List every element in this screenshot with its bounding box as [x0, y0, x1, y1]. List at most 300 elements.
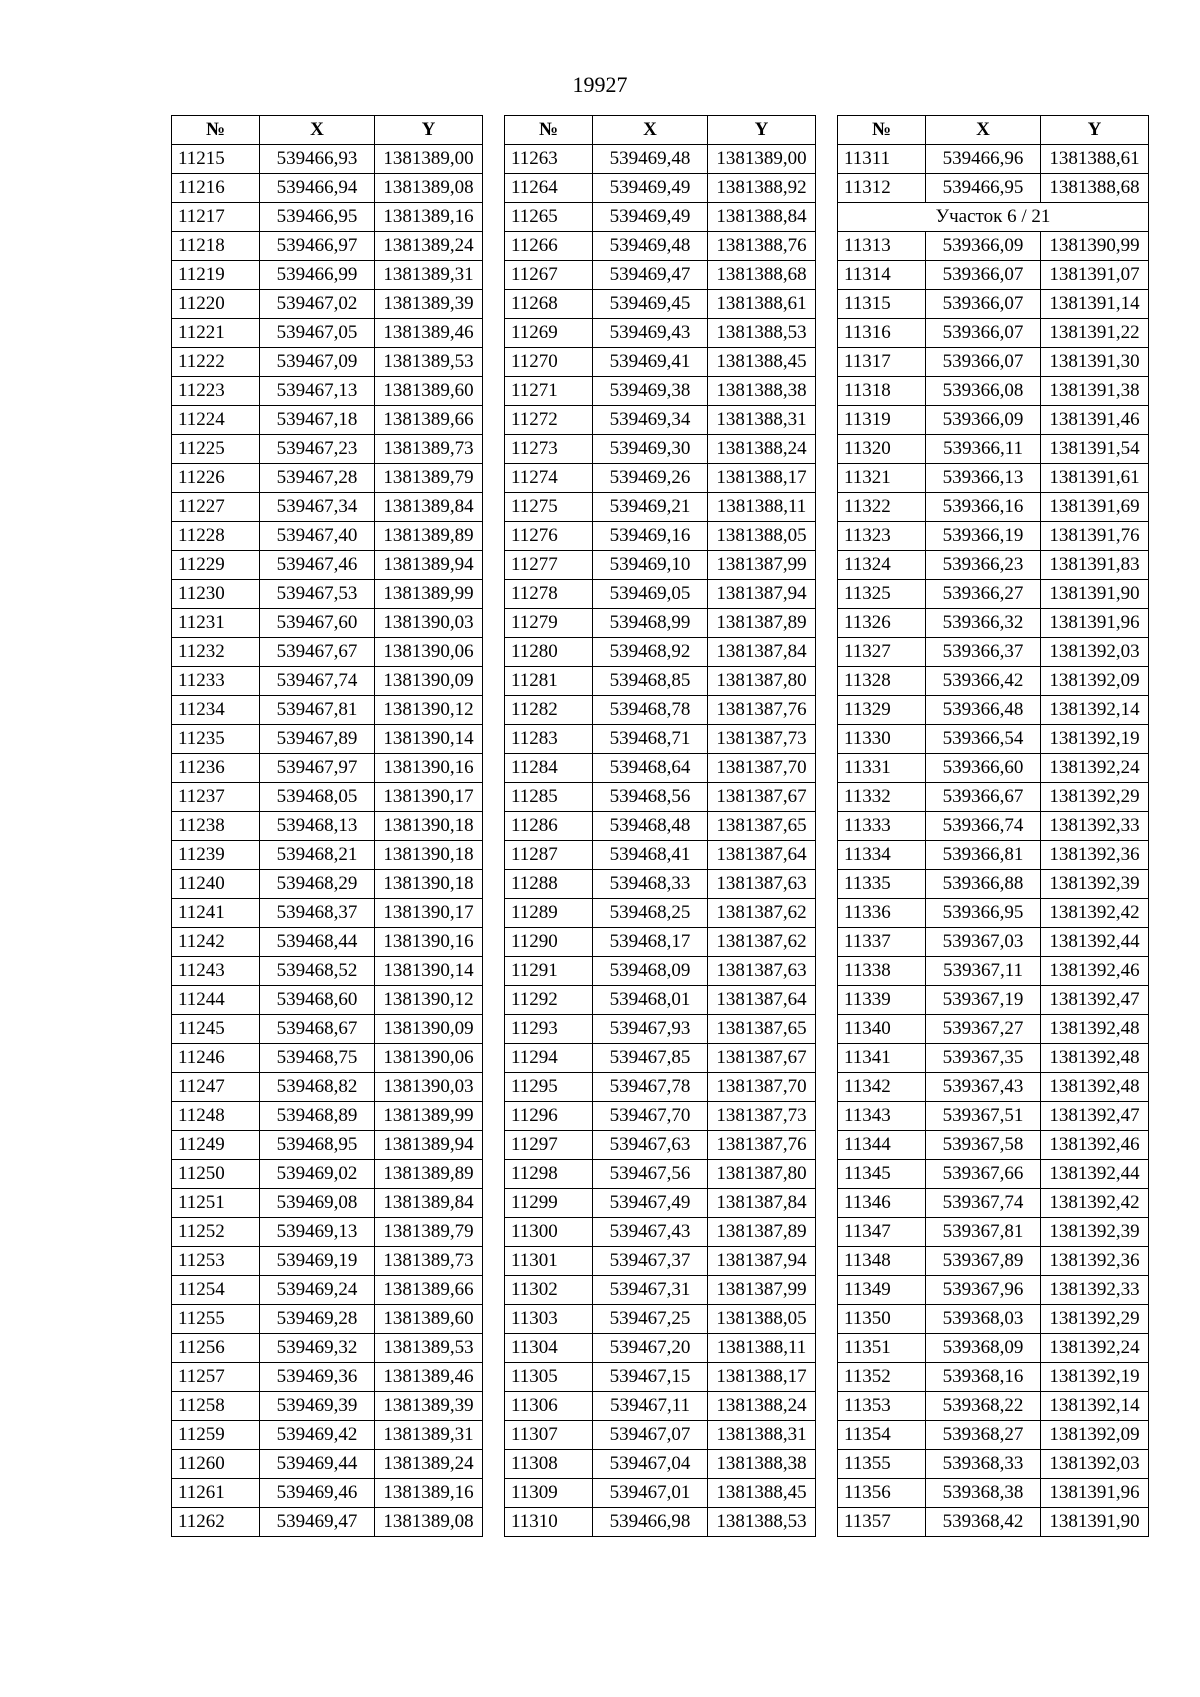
x-coordinate-cell: 539367,19 — [926, 986, 1041, 1015]
x-coordinate-cell: 539366,67 — [926, 783, 1041, 812]
table-row — [838, 1189, 1149, 1218]
point-number-cell: 11280 — [505, 638, 593, 667]
x-coordinate-cell: 539467,18 — [260, 406, 375, 435]
y-coordinate-cell: 1381392,03 — [1041, 1450, 1149, 1479]
table-header-row — [172, 116, 483, 145]
table-row — [838, 1160, 1149, 1189]
y-coordinate-cell: 1381388,31 — [708, 1421, 816, 1450]
point-number-cell: 11255 — [172, 1305, 260, 1334]
table-row — [505, 899, 816, 928]
point-number-cell: 11282 — [505, 696, 593, 725]
table-row — [838, 696, 1149, 725]
y-coordinate-cell: 1381390,16 — [375, 928, 483, 957]
point-number-cell: 11294 — [505, 1044, 593, 1073]
x-coordinate-cell: 539467,78 — [593, 1073, 708, 1102]
x-coordinate-cell: 539469,26 — [593, 464, 708, 493]
table-row — [838, 1450, 1149, 1479]
table-row — [172, 580, 483, 609]
table-row — [172, 1102, 483, 1131]
y-coordinate-cell: 1381388,11 — [708, 493, 816, 522]
point-number-cell: 11303 — [505, 1305, 593, 1334]
x-coordinate-cell: 539467,11 — [593, 1392, 708, 1421]
point-number-cell: 11322 — [838, 493, 926, 522]
point-number-cell: 11240 — [172, 870, 260, 899]
point-number-cell: 11307 — [505, 1421, 593, 1450]
table-row — [838, 1508, 1149, 1537]
table-row — [172, 928, 483, 957]
y-coordinate-cell: 1381392,09 — [1041, 667, 1149, 696]
point-number-cell: 11249 — [172, 1131, 260, 1160]
x-coordinate-cell: 539467,31 — [593, 1276, 708, 1305]
y-coordinate-cell: 1381392,24 — [1041, 754, 1149, 783]
y-coordinate-cell: 1381391,96 — [1041, 1479, 1149, 1508]
y-coordinate-cell: 1381391,96 — [1041, 609, 1149, 638]
x-coordinate-cell: 539468,01 — [593, 986, 708, 1015]
y-coordinate-cell: 1381389,60 — [375, 377, 483, 406]
point-number-cell: 11290 — [505, 928, 593, 957]
section-row — [838, 203, 1149, 232]
point-number-cell: 11332 — [838, 783, 926, 812]
table-row — [505, 580, 816, 609]
point-number-cell: 11260 — [172, 1450, 260, 1479]
y-coordinate-cell: 1381390,17 — [375, 899, 483, 928]
x-coordinate-cell: 539469,46 — [260, 1479, 375, 1508]
y-coordinate-cell: 1381388,61 — [708, 290, 816, 319]
table-row — [505, 435, 816, 464]
y-coordinate-cell: 1381387,70 — [708, 1073, 816, 1102]
point-number-cell: 11264 — [505, 174, 593, 203]
point-number-cell: 11308 — [505, 1450, 593, 1479]
x-coordinate-cell: 539468,05 — [260, 783, 375, 812]
y-coordinate-cell: 1381392,42 — [1041, 1189, 1149, 1218]
point-number-cell: 11324 — [838, 551, 926, 580]
x-coordinate-cell: 539366,37 — [926, 638, 1041, 667]
table-row — [172, 957, 483, 986]
y-coordinate-cell: 1381389,46 — [375, 319, 483, 348]
table-row — [505, 1276, 816, 1305]
point-number-cell: 11220 — [172, 290, 260, 319]
table-row — [172, 551, 483, 580]
table-row — [172, 609, 483, 638]
y-coordinate-cell: 1381387,89 — [708, 1218, 816, 1247]
y-coordinate-cell: 1381387,94 — [708, 1247, 816, 1276]
point-number-cell: 11265 — [505, 203, 593, 232]
point-number-cell: 11272 — [505, 406, 593, 435]
x-coordinate-cell: 539469,21 — [593, 493, 708, 522]
y-coordinate-cell: 1381391,90 — [1041, 580, 1149, 609]
point-number-cell: 11347 — [838, 1218, 926, 1247]
y-coordinate-cell: 1381387,67 — [708, 1044, 816, 1073]
table-header-row — [838, 116, 1149, 145]
x-coordinate-cell: 539366,07 — [926, 319, 1041, 348]
x-coordinate-cell: 539366,07 — [926, 290, 1041, 319]
coordinates-table-3 — [837, 115, 1149, 1537]
x-coordinate-cell: 539467,67 — [260, 638, 375, 667]
y-coordinate-cell: 1381389,99 — [375, 1102, 483, 1131]
x-coordinate-cell: 539366,09 — [926, 406, 1041, 435]
table-row — [838, 551, 1149, 580]
table-row — [505, 1334, 816, 1363]
y-coordinate-cell: 1381389,53 — [375, 348, 483, 377]
y-coordinate-cell: 1381390,18 — [375, 812, 483, 841]
point-number-cell: 11323 — [838, 522, 926, 551]
point-number-cell: 11349 — [838, 1276, 926, 1305]
y-coordinate-cell: 1381392,29 — [1041, 1305, 1149, 1334]
header-number: № — [838, 116, 926, 145]
y-coordinate-cell: 1381391,46 — [1041, 406, 1149, 435]
header-y: Y — [1041, 116, 1149, 145]
x-coordinate-cell: 539467,15 — [593, 1363, 708, 1392]
x-coordinate-cell: 539366,16 — [926, 493, 1041, 522]
point-number-cell: 11230 — [172, 580, 260, 609]
table-row — [172, 812, 483, 841]
x-coordinate-cell: 539469,30 — [593, 435, 708, 464]
point-number-cell: 11314 — [838, 261, 926, 290]
point-number-cell: 11283 — [505, 725, 593, 754]
x-coordinate-cell: 539469,24 — [260, 1276, 375, 1305]
point-number-cell: 11326 — [838, 609, 926, 638]
y-coordinate-cell: 1381390,16 — [375, 754, 483, 783]
y-coordinate-cell: 1381387,65 — [708, 1015, 816, 1044]
point-number-cell: 11312 — [838, 174, 926, 203]
y-coordinate-cell: 1381392,19 — [1041, 725, 1149, 754]
point-number-cell: 11226 — [172, 464, 260, 493]
x-coordinate-cell: 539469,39 — [260, 1392, 375, 1421]
y-coordinate-cell: 1381387,80 — [708, 667, 816, 696]
x-coordinate-cell: 539367,81 — [926, 1218, 1041, 1247]
table-row — [172, 1247, 483, 1276]
x-coordinate-cell: 539469,43 — [593, 319, 708, 348]
x-coordinate-cell: 539366,08 — [926, 377, 1041, 406]
y-coordinate-cell: 1381392,36 — [1041, 841, 1149, 870]
point-number-cell: 11287 — [505, 841, 593, 870]
x-coordinate-cell: 539367,03 — [926, 928, 1041, 957]
x-coordinate-cell: 539366,81 — [926, 841, 1041, 870]
table-row — [838, 522, 1149, 551]
x-coordinate-cell: 539469,44 — [260, 1450, 375, 1479]
x-coordinate-cell: 539466,96 — [926, 145, 1041, 174]
x-coordinate-cell: 539469,19 — [260, 1247, 375, 1276]
table-row — [838, 928, 1149, 957]
x-coordinate-cell: 539467,46 — [260, 551, 375, 580]
point-number-cell: 11253 — [172, 1247, 260, 1276]
y-coordinate-cell: 1381390,17 — [375, 783, 483, 812]
point-number-cell: 11247 — [172, 1073, 260, 1102]
table-row — [172, 1131, 483, 1160]
x-coordinate-cell: 539467,28 — [260, 464, 375, 493]
table-row — [172, 522, 483, 551]
table-row — [505, 493, 816, 522]
table-row — [172, 1450, 483, 1479]
x-coordinate-cell: 539468,13 — [260, 812, 375, 841]
point-number-cell: 11297 — [505, 1131, 593, 1160]
x-coordinate-cell: 539469,34 — [593, 406, 708, 435]
y-coordinate-cell: 1381391,54 — [1041, 435, 1149, 464]
table-row — [838, 783, 1149, 812]
point-number-cell: 11238 — [172, 812, 260, 841]
x-coordinate-cell: 539469,28 — [260, 1305, 375, 1334]
point-number-cell: 11296 — [505, 1102, 593, 1131]
table-row — [172, 667, 483, 696]
table-row — [505, 1392, 816, 1421]
x-coordinate-cell: 539467,49 — [593, 1189, 708, 1218]
y-coordinate-cell: 1381389,39 — [375, 290, 483, 319]
y-coordinate-cell: 1381392,39 — [1041, 1218, 1149, 1247]
point-number-cell: 11270 — [505, 348, 593, 377]
x-coordinate-cell: 539467,89 — [260, 725, 375, 754]
x-coordinate-cell: 539468,85 — [593, 667, 708, 696]
table-row — [838, 1479, 1149, 1508]
x-coordinate-cell: 539366,11 — [926, 435, 1041, 464]
table-row — [838, 754, 1149, 783]
x-coordinate-cell: 539468,21 — [260, 841, 375, 870]
point-number-cell: 11237 — [172, 783, 260, 812]
point-number-cell: 11227 — [172, 493, 260, 522]
y-coordinate-cell: 1381390,03 — [375, 609, 483, 638]
x-coordinate-cell: 539467,20 — [593, 1334, 708, 1363]
table-row — [838, 435, 1149, 464]
point-number-cell: 11313 — [838, 232, 926, 261]
y-coordinate-cell: 1381392,03 — [1041, 638, 1149, 667]
y-coordinate-cell: 1381390,06 — [375, 638, 483, 667]
table-row — [172, 1218, 483, 1247]
x-coordinate-cell: 539467,01 — [593, 1479, 708, 1508]
x-coordinate-cell: 539368,38 — [926, 1479, 1041, 1508]
x-coordinate-cell: 539467,07 — [593, 1421, 708, 1450]
table-row — [505, 290, 816, 319]
x-coordinate-cell: 539468,67 — [260, 1015, 375, 1044]
x-coordinate-cell: 539367,43 — [926, 1073, 1041, 1102]
table-row — [172, 725, 483, 754]
point-number-cell: 11334 — [838, 841, 926, 870]
point-number-cell: 11268 — [505, 290, 593, 319]
point-number-cell: 11259 — [172, 1421, 260, 1450]
header-y: Y — [708, 116, 816, 145]
y-coordinate-cell: 1381387,62 — [708, 928, 816, 957]
x-coordinate-cell: 539467,05 — [260, 319, 375, 348]
y-coordinate-cell: 1381389,31 — [375, 1421, 483, 1450]
table-row — [172, 1334, 483, 1363]
x-coordinate-cell: 539467,34 — [260, 493, 375, 522]
y-coordinate-cell: 1381390,06 — [375, 1044, 483, 1073]
y-coordinate-cell: 1381387,94 — [708, 580, 816, 609]
point-number-cell: 11277 — [505, 551, 593, 580]
table-row — [505, 1189, 816, 1218]
y-coordinate-cell: 1381392,29 — [1041, 783, 1149, 812]
y-coordinate-cell: 1381387,80 — [708, 1160, 816, 1189]
table-row — [172, 232, 483, 261]
point-number-cell: 11281 — [505, 667, 593, 696]
table-row — [172, 1160, 483, 1189]
point-number-cell: 11278 — [505, 580, 593, 609]
point-number-cell: 11285 — [505, 783, 593, 812]
point-number-cell: 11289 — [505, 899, 593, 928]
table-row — [505, 377, 816, 406]
point-number-cell: 11225 — [172, 435, 260, 464]
point-number-cell: 11284 — [505, 754, 593, 783]
x-coordinate-cell: 539368,42 — [926, 1508, 1041, 1537]
y-coordinate-cell: 1381389,60 — [375, 1305, 483, 1334]
table-row — [505, 1305, 816, 1334]
table-row — [505, 1102, 816, 1131]
table-row — [172, 1363, 483, 1392]
table-row — [838, 1421, 1149, 1450]
y-coordinate-cell: 1381389,99 — [375, 580, 483, 609]
x-coordinate-cell: 539467,04 — [593, 1450, 708, 1479]
table-row — [838, 174, 1149, 203]
table-row — [505, 986, 816, 1015]
point-number-cell: 11251 — [172, 1189, 260, 1218]
table-row — [838, 261, 1149, 290]
y-coordinate-cell: 1381388,68 — [1041, 174, 1149, 203]
x-coordinate-cell: 539466,94 — [260, 174, 375, 203]
y-coordinate-cell: 1381390,14 — [375, 957, 483, 986]
y-coordinate-cell: 1381388,53 — [708, 1508, 816, 1537]
x-coordinate-cell: 539469,41 — [593, 348, 708, 377]
table-row — [505, 928, 816, 957]
point-number-cell: 11224 — [172, 406, 260, 435]
x-coordinate-cell: 539469,42 — [260, 1421, 375, 1450]
y-coordinate-cell: 1381389,79 — [375, 464, 483, 493]
x-coordinate-cell: 539467,70 — [593, 1102, 708, 1131]
y-coordinate-cell: 1381387,76 — [708, 696, 816, 725]
point-number-cell: 11341 — [838, 1044, 926, 1073]
table-row — [838, 609, 1149, 638]
point-number-cell: 11221 — [172, 319, 260, 348]
y-coordinate-cell: 1381387,65 — [708, 812, 816, 841]
point-number-cell: 11344 — [838, 1131, 926, 1160]
header-number: № — [172, 116, 260, 145]
y-coordinate-cell: 1381389,66 — [375, 1276, 483, 1305]
point-number-cell: 11300 — [505, 1218, 593, 1247]
y-coordinate-cell: 1381388,17 — [708, 1363, 816, 1392]
y-coordinate-cell: 1381392,14 — [1041, 696, 1149, 725]
table-row — [505, 783, 816, 812]
y-coordinate-cell: 1381392,48 — [1041, 1044, 1149, 1073]
point-number-cell: 11239 — [172, 841, 260, 870]
x-coordinate-cell: 539468,29 — [260, 870, 375, 899]
table-row — [172, 406, 483, 435]
table-row — [505, 754, 816, 783]
table-row — [505, 638, 816, 667]
point-number-cell: 11254 — [172, 1276, 260, 1305]
x-coordinate-cell: 539466,99 — [260, 261, 375, 290]
y-coordinate-cell: 1381387,84 — [708, 1189, 816, 1218]
coordinates-table-2 — [504, 115, 816, 1537]
table-row — [172, 754, 483, 783]
y-coordinate-cell: 1381387,63 — [708, 870, 816, 899]
point-number-cell: 11250 — [172, 1160, 260, 1189]
y-coordinate-cell: 1381392,42 — [1041, 899, 1149, 928]
point-number-cell: 11244 — [172, 986, 260, 1015]
y-coordinate-cell: 1381391,22 — [1041, 319, 1149, 348]
x-coordinate-cell: 539468,92 — [593, 638, 708, 667]
y-coordinate-cell: 1381391,83 — [1041, 551, 1149, 580]
y-coordinate-cell: 1381390,18 — [375, 870, 483, 899]
x-coordinate-cell: 539367,51 — [926, 1102, 1041, 1131]
point-number-cell: 11263 — [505, 145, 593, 174]
table-row — [838, 957, 1149, 986]
x-coordinate-cell: 539367,27 — [926, 1015, 1041, 1044]
y-coordinate-cell: 1381389,73 — [375, 1247, 483, 1276]
y-coordinate-cell: 1381388,38 — [708, 377, 816, 406]
x-coordinate-cell: 539468,64 — [593, 754, 708, 783]
y-coordinate-cell: 1381389,89 — [375, 522, 483, 551]
point-number-cell: 11273 — [505, 435, 593, 464]
point-number-cell: 11293 — [505, 1015, 593, 1044]
x-coordinate-cell: 539468,56 — [593, 783, 708, 812]
point-number-cell: 11357 — [838, 1508, 926, 1537]
y-coordinate-cell: 1381390,03 — [375, 1073, 483, 1102]
table-row — [505, 232, 816, 261]
point-number-cell: 11331 — [838, 754, 926, 783]
y-coordinate-cell: 1381390,09 — [375, 667, 483, 696]
point-number-cell: 11222 — [172, 348, 260, 377]
x-coordinate-cell: 539468,71 — [593, 725, 708, 754]
table-row — [838, 1102, 1149, 1131]
y-coordinate-cell: 1381388,92 — [708, 174, 816, 203]
table-row — [838, 841, 1149, 870]
point-number-cell: 11302 — [505, 1276, 593, 1305]
y-coordinate-cell: 1381387,89 — [708, 609, 816, 638]
table-row — [172, 1073, 483, 1102]
table-row — [505, 1421, 816, 1450]
table-row — [172, 174, 483, 203]
y-coordinate-cell: 1381392,14 — [1041, 1392, 1149, 1421]
x-coordinate-cell: 539368,27 — [926, 1421, 1041, 1450]
x-coordinate-cell: 539469,08 — [260, 1189, 375, 1218]
x-coordinate-cell: 539468,60 — [260, 986, 375, 1015]
y-coordinate-cell: 1381388,45 — [708, 348, 816, 377]
table-row — [172, 638, 483, 667]
table-row — [172, 493, 483, 522]
x-coordinate-cell: 539468,37 — [260, 899, 375, 928]
table-row — [838, 580, 1149, 609]
x-coordinate-cell: 539468,75 — [260, 1044, 375, 1073]
point-number-cell: 11234 — [172, 696, 260, 725]
x-coordinate-cell: 539366,88 — [926, 870, 1041, 899]
point-number-cell: 11327 — [838, 638, 926, 667]
table-row — [505, 1247, 816, 1276]
x-coordinate-cell: 539469,16 — [593, 522, 708, 551]
page-number: 19927 — [572, 72, 628, 97]
table-row — [838, 232, 1149, 261]
y-coordinate-cell: 1381387,67 — [708, 783, 816, 812]
x-coordinate-cell: 539469,48 — [593, 145, 708, 174]
x-coordinate-cell: 539469,48 — [593, 232, 708, 261]
x-coordinate-cell: 539366,23 — [926, 551, 1041, 580]
x-coordinate-cell: 539366,54 — [926, 725, 1041, 754]
x-coordinate-cell: 539467,60 — [260, 609, 375, 638]
y-coordinate-cell: 1381387,84 — [708, 638, 816, 667]
table-row — [838, 667, 1149, 696]
y-coordinate-cell: 1381389,00 — [708, 145, 816, 174]
point-number-cell: 11241 — [172, 899, 260, 928]
x-coordinate-cell: 539469,49 — [593, 174, 708, 203]
table-row — [505, 203, 816, 232]
x-coordinate-cell: 539468,78 — [593, 696, 708, 725]
point-number-cell: 11337 — [838, 928, 926, 957]
table-row — [505, 1073, 816, 1102]
point-number-cell: 11329 — [838, 696, 926, 725]
x-coordinate-cell: 539366,48 — [926, 696, 1041, 725]
y-coordinate-cell: 1381392,39 — [1041, 870, 1149, 899]
y-coordinate-cell: 1381390,14 — [375, 725, 483, 754]
table-row — [172, 145, 483, 174]
point-number-cell: 11217 — [172, 203, 260, 232]
y-coordinate-cell: 1381388,38 — [708, 1450, 816, 1479]
x-coordinate-cell: 539467,63 — [593, 1131, 708, 1160]
